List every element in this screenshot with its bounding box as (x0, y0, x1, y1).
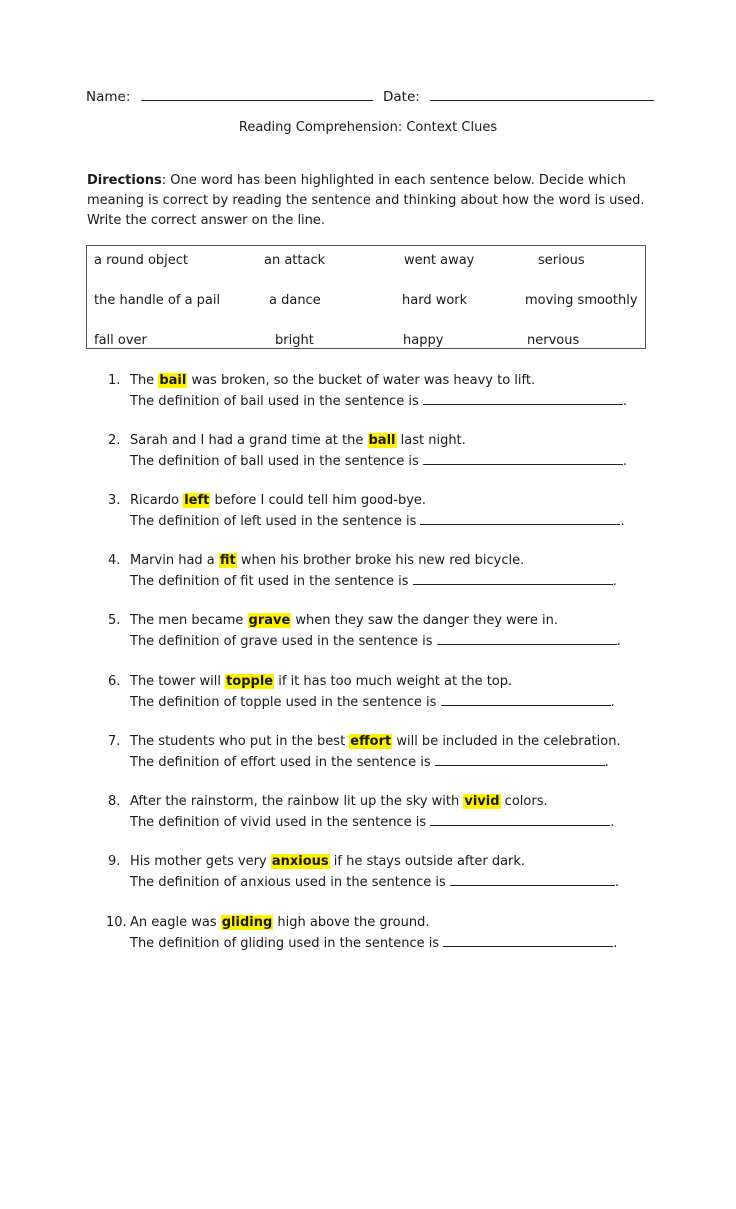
sentence-text: Marvin had a (130, 553, 219, 568)
directions (87, 171, 647, 231)
prompt-text: The definition of anxious used in the sentence is (130, 875, 446, 890)
sentence-text: After the rainstorm, the rainbow lit up the sky with (130, 794, 464, 809)
highlighted-word: ball (368, 433, 396, 448)
sentence-text: colors. (500, 794, 548, 809)
word-bank-item: a round object (94, 253, 189, 268)
prompt-text: The definition of bail used in the sentence is (130, 394, 419, 409)
word-bank-item: happy (403, 333, 444, 348)
question-number: 4. (108, 553, 121, 568)
word-bank-item: hard work (402, 293, 468, 308)
definition-prompt: The definition of effort used in the sentence is . (130, 752, 609, 773)
question-number: 1. (108, 373, 121, 388)
directions-label: Directions (87, 173, 162, 188)
word-bank-item: fall over (94, 333, 147, 348)
question-number: 9. (108, 854, 121, 869)
answer-line[interactable] (413, 571, 613, 585)
question-number: 5. (108, 613, 121, 628)
definition-prompt: The definition of ball used in the sentence is . (130, 451, 627, 472)
question-number: 7. (108, 734, 121, 749)
definition-prompt: The definition of grave used in the sentence is . (130, 631, 621, 652)
date-label: Date: (382, 89, 420, 105)
date-field[interactable] (430, 88, 654, 101)
highlighted-word: gliding (221, 915, 273, 930)
word-bank-item: moving smoothly (525, 293, 638, 308)
question-sentence (130, 792, 548, 812)
name-field[interactable] (141, 88, 373, 101)
question-sentence (130, 611, 558, 631)
answer-line[interactable] (423, 391, 623, 405)
definition-prompt: The definition of vivid used in the sentence is . (130, 812, 614, 833)
word-bank-item: an attack (264, 253, 326, 268)
prompt-text: The definition of gliding used in the sentence is (130, 936, 440, 951)
sentence-text: before I could tell him good-bye. (210, 493, 427, 508)
definition-prompt: The definition of anxious used in the sentence is . (130, 872, 619, 893)
highlighted-word: anxious (271, 854, 329, 869)
question-number: 6. (108, 674, 121, 689)
definition-prompt: The definition of fit used in the sentence is . (130, 571, 617, 592)
prompt-text: The definition of left used in the sentence is (130, 514, 417, 529)
sentence-text: The tower will (130, 674, 226, 689)
answer-line[interactable] (430, 812, 610, 826)
prompt-text: The definition of ball used in the sentence is (130, 454, 419, 469)
sentence-text: Sarah and I had a grand time at the (130, 433, 368, 448)
question-number: 2. (108, 433, 121, 448)
sentence-text: will be included in the celebration. (392, 734, 621, 749)
sentence-text: high above the ground. (273, 915, 430, 930)
directions-text: : One word has been highlighted in each sentence below. Decide which meaning is correct by reading the sentence and thinking about how the word is used. Write the correct answer on the line. (87, 173, 645, 228)
sentence-text: was broken, so the bucket of water was heavy to lift. (187, 373, 536, 388)
word-bank (86, 245, 646, 349)
sentence-text: The students who put in the best (130, 734, 350, 749)
definition-prompt: The definition of gliding used in the sentence is . (130, 933, 617, 954)
sentence-text: The (130, 373, 159, 388)
prompt-text: The definition of grave used in the sentence is (130, 634, 433, 649)
question-sentence (130, 913, 429, 933)
sentence-text: when they saw the danger they were in. (291, 613, 558, 628)
highlighted-word: vivid (464, 794, 500, 809)
answer-line[interactable] (423, 451, 623, 465)
answer-line[interactable] (441, 692, 611, 706)
word-bank-item: the handle of a pail (94, 293, 221, 308)
word-bank-item: a dance (269, 293, 321, 308)
prompt-text: The definition of effort used in the sentence is (130, 755, 431, 770)
sentence-text: The men became (130, 613, 248, 628)
sentence-text: Ricardo (130, 493, 184, 508)
question-number: 3. (108, 493, 121, 508)
answer-line[interactable] (450, 872, 615, 886)
answer-line[interactable] (437, 631, 617, 645)
question-number: 10. (106, 915, 127, 930)
word-bank-item: serious (538, 253, 585, 268)
prompt-text: The definition of vivid used in the sentence is (130, 815, 427, 830)
highlighted-word: topple (226, 674, 274, 689)
name-label: Name: (86, 89, 131, 105)
highlighted-word: bail (159, 373, 187, 388)
prompt-text: The definition of topple used in the sentence is (130, 695, 437, 710)
word-bank-item: nervous (527, 333, 580, 348)
question-sentence (130, 732, 621, 752)
sentence-text: if it has too much weight at the top. (274, 674, 513, 689)
question-number: 8. (108, 794, 121, 809)
question-sentence (130, 852, 525, 872)
question-sentence (130, 371, 535, 391)
word-bank-item: bright (275, 333, 314, 348)
highlighted-word: fit (219, 553, 236, 568)
sentence-text: if he stays outside after dark. (329, 854, 526, 869)
prompt-text: The definition of fit used in the sentence is (130, 574, 409, 589)
name-date-line (86, 88, 646, 105)
answer-line[interactable] (435, 752, 605, 766)
sentence-text: His mother gets very (130, 854, 271, 869)
answer-line[interactable] (443, 933, 613, 947)
word-bank-item: went away (404, 253, 475, 268)
question-sentence (130, 551, 524, 571)
page-title: Reading Comprehension: Context Clues (238, 120, 498, 135)
question-sentence (130, 431, 466, 451)
definition-prompt: The definition of topple used in the sentence is . (130, 692, 615, 713)
question-sentence (130, 672, 512, 692)
definition-prompt: The definition of bail used in the sentence is . (130, 391, 627, 412)
sentence-text: An eagle was (130, 915, 221, 930)
highlighted-word: left (184, 493, 210, 508)
highlighted-word: grave (248, 613, 291, 628)
question-sentence (130, 491, 426, 511)
definition-prompt: The definition of left used in the sentence is . (130, 511, 625, 532)
highlighted-word: effort (350, 734, 392, 749)
sentence-text: last night. (396, 433, 466, 448)
answer-line[interactable] (420, 511, 620, 525)
sentence-text: when his brother broke his new red bicycle. (236, 553, 525, 568)
